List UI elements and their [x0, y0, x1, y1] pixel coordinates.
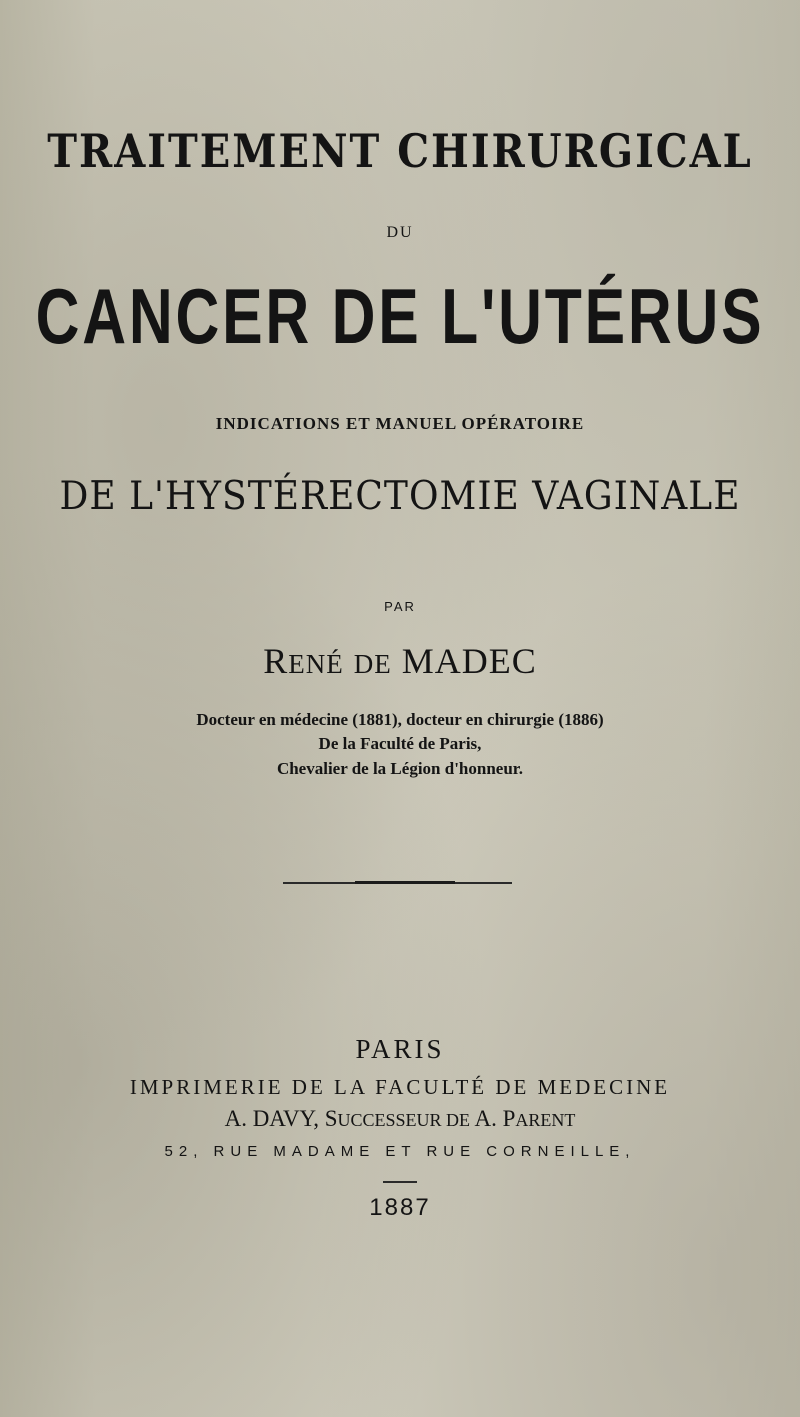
credential-line-1: Docteur en médecine (1881), docteur en chirurgie (1886) — [196, 710, 604, 729]
successor-initial: S — [324, 1106, 338, 1131]
title-line-1: TRAITEMENT CHIRURGICAL — [47, 124, 753, 179]
title-du: DU — [386, 224, 414, 241]
short-rule — [383, 1181, 417, 1183]
imprint-address: 52, RUE MADAME ET RUE CORNEILLE, — [164, 1143, 636, 1160]
author-first-rest: ENÉ — [288, 649, 344, 679]
imprint-year: 1887 — [369, 1194, 431, 1221]
imprint-city: PARIS — [355, 1034, 445, 1064]
author-name — [0, 640, 800, 682]
credential-line-3: Chevalier de la Légion d'honneur. — [276, 759, 524, 778]
successor-rest: UCCESSEUR DE — [337, 1110, 471, 1130]
main-title: CANCER DE L'UTÉRUS — [35, 272, 765, 360]
imprint-publisher — [0, 1106, 800, 1132]
credential-line-2: De la Faculté de Paris, — [318, 734, 482, 753]
subtitle-indications: INDICATIONS ET MANUEL OPÉRATOIRE — [215, 414, 585, 433]
author-last: MADEC — [401, 641, 537, 681]
par-label: PAR — [384, 599, 416, 614]
ornamental-rule-center — [355, 881, 455, 884]
parent-initial: A. P — [474, 1106, 516, 1131]
parent-rest: ARENT — [515, 1110, 576, 1130]
imprint-printer: IMPRIMERIE DE LA FACULTÉ DE MEDECINE — [129, 1075, 671, 1099]
subtitle-hysterectomie: DE L'HYSTÉRECTOMIE VAGINALE — [59, 473, 741, 520]
publisher-name: A. DAVY, — [224, 1106, 319, 1131]
author-initial: R — [263, 641, 289, 681]
author-particle: DE — [353, 649, 392, 679]
